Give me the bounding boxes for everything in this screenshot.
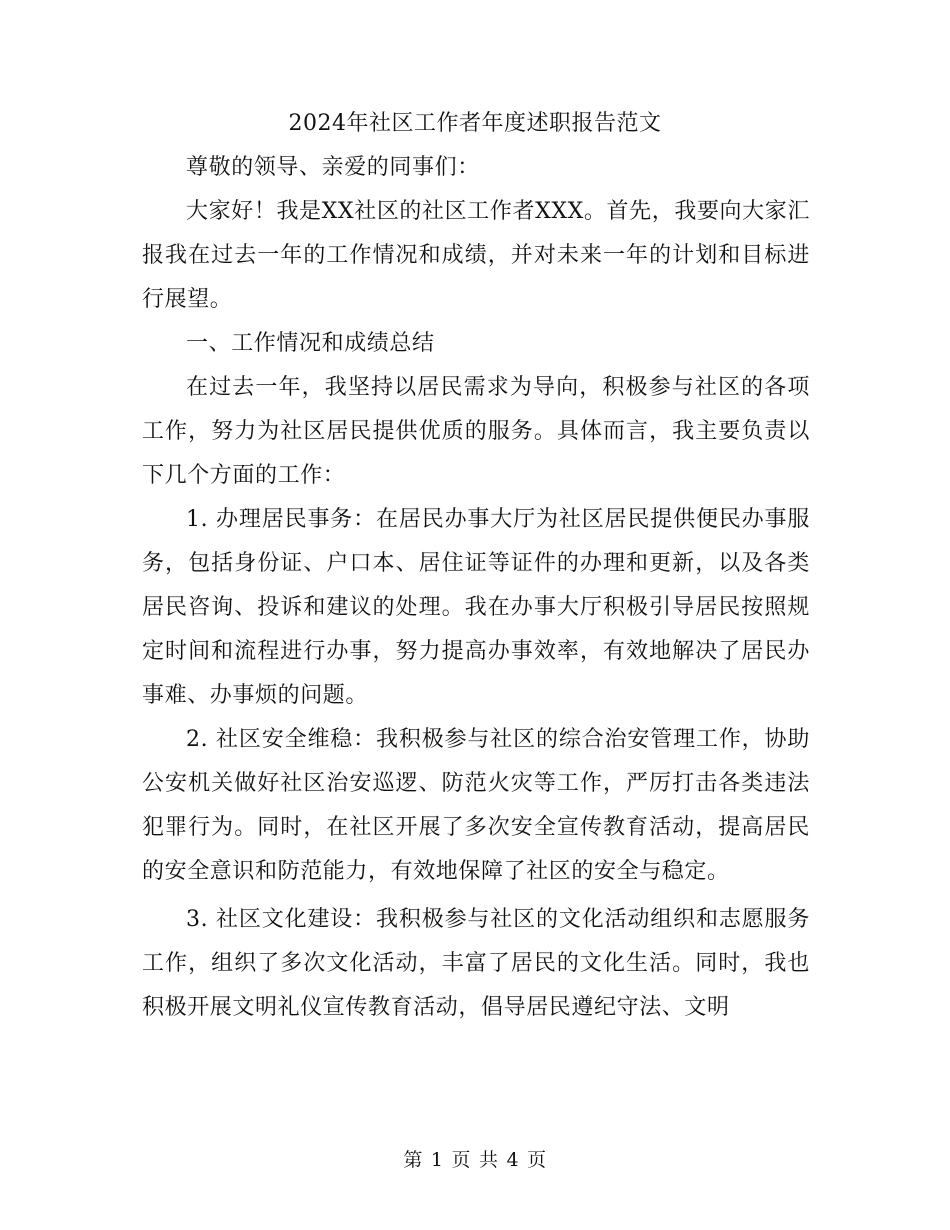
salutation-paragraph: 尊敬的领导、亲爱的同事们： [186, 155, 480, 180]
document-body [142, 146, 810, 1030]
current-page-number: 1 [430, 1149, 444, 1171]
total-suffix: 页 [527, 1149, 547, 1171]
total-page-count: 4 [506, 1149, 520, 1171]
item-3-paragraph: 3. 社区文化建设：我积极参与社区的文化活动组织和志愿服务工作，组织了多次文化活动，丰富了居民的文化生活。同时，我也积极开展文明礼仪宣传教育活动，倡导居民遵纪守法、文明 [142, 907, 810, 1020]
document-title: 2024年社区工作者年度述职报告范文 [288, 111, 662, 136]
intro-paragraph: 大家好！我是XX社区的社区工作者XXX。首先，我要向大家汇报我在过去一年的工作情况和成绩，并对未来一年的计划和目标进行展望。 [142, 199, 810, 312]
item-1-paragraph: 1. 办理居民事务：在居民办事大厅为社区居民提供便民办事服务，包括身份证、户口本、居住证等证件的办理和更新，以及各类居民咨询、投诉和建议的处理。我在办事大厅积极引导居民按照规定时间和流程进行办事，努力提高办事效率，有效地解决了居民办事难、办事烦的问题。 [142, 507, 810, 708]
section-heading: 一、工作情况和成绩总结 [186, 331, 435, 356]
summary-paragraph: 在过去一年，我坚持以居民需求为导向，积极参与社区的各项工作，努力为社区居民提供优质的服务。具体而言，我主要负责以下几个方面的工作： [142, 375, 810, 488]
page-label-prefix: 第 [403, 1149, 423, 1171]
item-2-paragraph: 2. 社区安全维稳：我积极参与社区的综合治安管理工作，协助公安机关做好社区治安巡逻、防范火灾等工作，严厉打击各类违法犯罪行为。同时，在社区开展了多次安全宣传教育活动，提高居民的安全意识和防范能力，有效地保障了社区的安全与稳定。 [142, 727, 810, 884]
page-label-mid: 页 [451, 1149, 471, 1171]
page-footer [0, 1142, 950, 1178]
total-prefix: 共 [479, 1149, 499, 1171]
